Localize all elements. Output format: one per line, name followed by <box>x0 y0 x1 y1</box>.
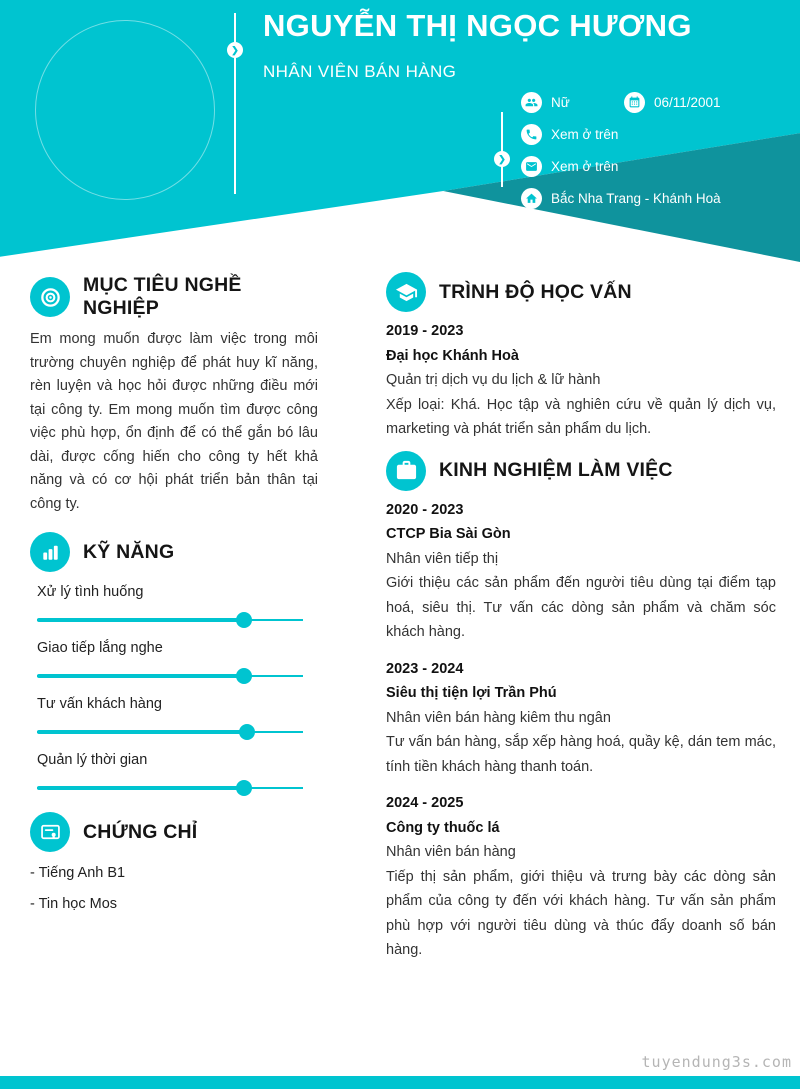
contact-phone-value: Xem ở trên <box>551 127 619 142</box>
contact-phone <box>521 124 618 145</box>
experience-description: Tiếp thị sản phẩm, giới thiệu và trưng bày các dòng sản phẩm của công ty đến với khách hàng. Tư vấn sản phẩm phù hợp với người tiêu dùng và thúc đẩy doanh số bán hàng. <box>386 868 776 958</box>
briefcase-icon <box>386 451 426 491</box>
contact-email-value: Xem ở trên <box>551 159 619 174</box>
bar-chart-icon <box>30 532 70 572</box>
home-icon <box>521 188 542 209</box>
mail-icon <box>521 156 542 177</box>
right-column <box>386 272 776 963</box>
chevron-right-icon: ❯ <box>227 42 243 58</box>
slider-fill <box>37 674 244 679</box>
skill-item <box>37 582 318 628</box>
slider-fill <box>37 618 244 623</box>
section-title-education: TRÌNH ĐỘ HỌC VẤN <box>439 280 632 303</box>
header <box>0 0 800 262</box>
slider-knob[interactable] <box>239 724 255 740</box>
experience-period: 2020 - 2023 <box>386 501 464 518</box>
section-title-objective: MỤC TIÊU NGHỀ NGHIỆP <box>83 274 242 319</box>
left-column <box>30 274 318 920</box>
education-description: Xếp loại: Khá. Học tập và nghiên cứu về quản lý dịch vụ, marketing và phát triển sản phẩm du lịch. <box>386 396 776 437</box>
experience-company: CTCP Bia Sài Gòn <box>386 526 511 542</box>
skill-slider[interactable] <box>37 723 303 740</box>
experience-description: Tư vấn bán hàng, sắp xếp hàng hoá, quầy kệ, dán tem mác, tính tiền khách hàng thanh toán. <box>386 734 776 775</box>
contact-dob-value: 06/11/2001 <box>654 95 721 110</box>
contact-divider-line <box>501 112 503 187</box>
slider-fill <box>37 730 247 735</box>
section-title-skills: KỸ NĂNG <box>83 540 175 563</box>
experience-role: Nhân viên tiếp thị <box>386 550 499 567</box>
contact-gender <box>521 92 570 113</box>
experience-entry <box>386 498 776 645</box>
target-icon <box>30 277 70 317</box>
section-title-experience: KINH NGHIỆM LÀM VIỆC <box>439 459 673 482</box>
section-certificates-heading <box>30 812 318 852</box>
skill-slider[interactable] <box>37 667 303 684</box>
experience-entry <box>386 791 776 963</box>
section-objective-heading <box>30 274 318 320</box>
avatar-placeholder <box>35 20 215 200</box>
section-title-certificates: CHỨNG CHỈ <box>83 820 198 843</box>
candidate-name: NGUYỄN THỊ NGỌC HƯƠNG <box>263 8 692 43</box>
experience-role: Nhân viên bán hàng kiêm thu ngân <box>386 709 611 726</box>
experience-company: Công ty thuốc lá <box>386 819 500 836</box>
graduation-cap-icon <box>386 272 426 312</box>
skill-slider[interactable] <box>37 611 303 628</box>
experience-period: 2023 - 2024 <box>386 660 464 677</box>
contact-address <box>521 188 721 209</box>
slider-knob[interactable] <box>236 668 252 684</box>
objective-text: Em mong muốn được làm việc trong môi trường chuyên nghiệp để phát huy kĩ năng, rèn luyện và học hỏi được những điều mới tại công ty. Em mong muốn tìm được công việc phù hợp, ổn định để có thể gắn bó lâu dài, được cống hiến cho công ty hết khả năng và có cơ hội phát triển bản thân tại công ty. <box>30 331 318 512</box>
experience-description: Giới thiệu các sản phẩm đến người tiêu dùng tại điểm tạp hoá, siêu thị. Tư vấn các dòng sản phẩm và chăm sóc khách hàng. <box>386 575 776 640</box>
watermark: tuyendung3s.com <box>641 1053 792 1071</box>
section-education-heading <box>386 272 776 312</box>
slider-fill <box>37 786 244 791</box>
skill-label: Tư vấn khách hàng <box>37 696 162 712</box>
education-major: Quản trị dịch vụ du lịch & lữ hành <box>386 372 601 388</box>
calendar-icon <box>624 92 645 113</box>
skill-item <box>37 638 318 684</box>
gender-icon <box>521 92 542 113</box>
phone-icon <box>521 124 542 145</box>
certificate-icon <box>30 812 70 852</box>
contact-dob <box>624 92 721 113</box>
skill-label: Quản lý thời gian <box>37 752 148 768</box>
experience-role: Nhân viên bán hàng <box>386 844 516 860</box>
experience-period: 2024 - 2025 <box>386 795 464 811</box>
skill-item <box>37 750 318 796</box>
skill-item <box>37 694 318 740</box>
slider-knob[interactable] <box>236 612 252 628</box>
header-divider-line <box>234 13 236 194</box>
footer-bar <box>0 1076 800 1089</box>
education-school: Đại học Khánh Hoà <box>386 347 519 364</box>
certificate-item: - Tin học Mos <box>30 896 118 912</box>
slider-knob[interactable] <box>236 780 252 796</box>
certificate-item: - Tiếng Anh B1 <box>30 865 126 881</box>
certificate-list <box>30 858 318 920</box>
education-period: 2019 - 2023 <box>386 323 464 339</box>
education-entry <box>386 319 776 442</box>
job-title: NHÂN VIÊN BÁN HÀNG <box>263 62 457 81</box>
skill-label: Giao tiếp lắng nghe <box>37 640 163 656</box>
section-skills-heading <box>30 532 318 572</box>
experience-entry <box>386 657 776 780</box>
chevron-right-icon: ❯ <box>494 151 510 167</box>
skill-label: Xử lý tình huống <box>37 584 144 600</box>
skill-slider[interactable] <box>37 779 303 796</box>
contact-gender-value: Nữ <box>551 95 570 110</box>
section-experience-heading <box>386 451 776 491</box>
experience-company: Siêu thị tiện lợi Trần Phú <box>386 685 557 701</box>
contact-address-value: Bắc Nha Trang - Khánh Hoà <box>551 191 721 206</box>
contact-email <box>521 156 618 177</box>
